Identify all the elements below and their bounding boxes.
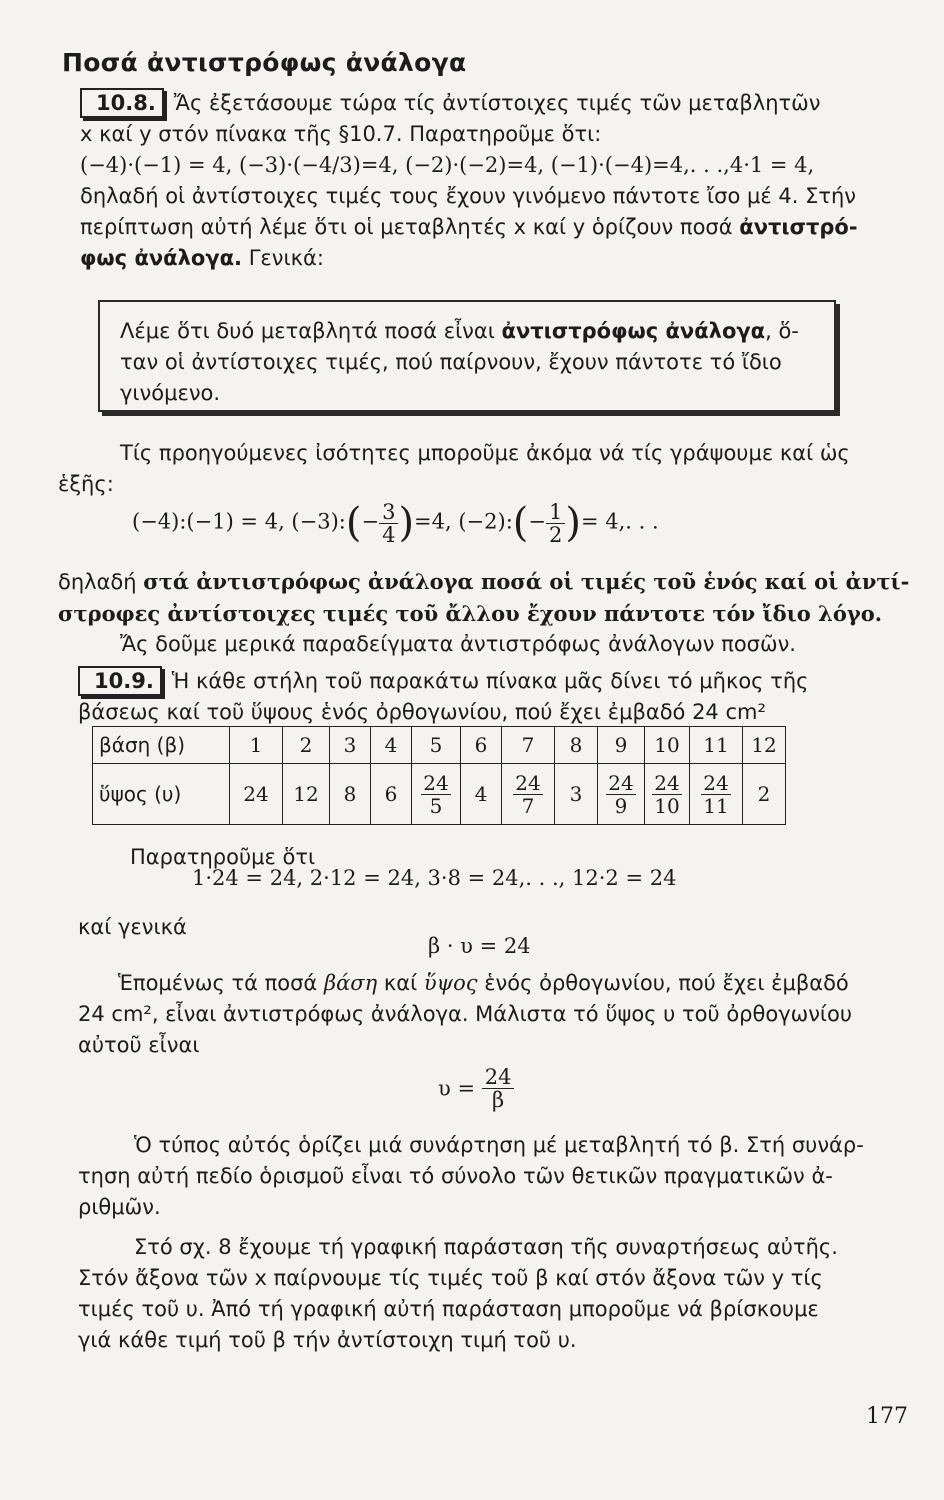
- height-cell: 4: [461, 764, 502, 825]
- minus-sign: −: [361, 509, 380, 534]
- paragraph-consequence: [78, 968, 880, 1061]
- numerator: 3: [379, 501, 398, 524]
- height-cell: [502, 764, 555, 825]
- base-cell: 9: [598, 727, 645, 764]
- base-height-table: [92, 726, 786, 825]
- denominator: β: [492, 1088, 505, 1112]
- height-fraction: [513, 772, 542, 817]
- text-line: καί: [377, 971, 424, 995]
- text-line: δηλαδή: [58, 570, 144, 594]
- text-line: Τίς προηγούμενες ἰσότητες μποροῦμε ἀκόμα νά τίς γράψουμε καί ὡς: [120, 441, 850, 465]
- height-fraction: [421, 772, 450, 817]
- definition-text: Λέμε ὅτι δυό μεταβλητά ποσά εἶναι: [120, 319, 502, 343]
- base-cell: 2: [283, 727, 330, 764]
- text-line: Ἄς ἐξετάσουμε τώρα τίς ἀντίστοιχες τιμές τῶν μεταβλητῶν: [173, 91, 821, 115]
- definition-text: ταν οἱ ἀντίστοιχες τιμές, πού παίρνουν, ἔχουν πάντοτε τό ἴδιο: [120, 350, 782, 374]
- text-line: Ἡ κάθε στήλη τοῦ παρακάτω πίνακα μᾶς δίνει τό μῆκος τῆς: [171, 669, 809, 693]
- height-fraction: [701, 772, 730, 817]
- fraction-24-beta: [482, 1066, 515, 1111]
- height-fraction: [652, 772, 681, 817]
- equation-part: = 4,. . .: [580, 509, 659, 534]
- denominator: 4: [382, 522, 396, 547]
- equation-part: =4, (−2):: [414, 509, 513, 534]
- height-cell: [645, 764, 690, 825]
- numerator: 1: [546, 501, 565, 524]
- bold-statement: στά ἀντιστρόφως ἀνάλογα ποσά οἱ τιμές τοῦ ἑνός καί οἱ ἀντί-: [143, 569, 910, 594]
- base-cell: 6: [461, 727, 502, 764]
- text-line: Παρατηροῦμε ὅτι: [130, 845, 316, 869]
- height-cell: 6: [371, 764, 412, 825]
- definition-box: [98, 300, 836, 412]
- text-line: καί γενικά: [78, 915, 187, 939]
- text-line: Γενικά:: [242, 246, 324, 270]
- text-line: ἑξῆς:: [58, 472, 114, 496]
- text-line: Ἄς δοῦμε μερικά παραδείγματα ἀντιστρόφως ἀνάλογων ποσῶν.: [120, 632, 796, 656]
- denominator: 5: [429, 793, 443, 818]
- height-fraction: [606, 772, 635, 817]
- minus-sign: −: [528, 509, 546, 534]
- height-cell: [412, 764, 461, 825]
- text-line: Ἑπομένως τά ποσά: [118, 971, 324, 995]
- height-cell: 12: [283, 764, 330, 825]
- height-cell: 2: [743, 764, 786, 825]
- numerator: 24: [654, 770, 680, 795]
- equation-part: υ =: [438, 1076, 482, 1101]
- numerator: 24: [423, 770, 449, 795]
- base-cell: 5: [412, 727, 461, 764]
- page-number: 177: [866, 1404, 908, 1429]
- table-row-base: [93, 727, 786, 764]
- equation-product-general: β · υ = 24: [428, 934, 531, 958]
- denominator: 2: [549, 522, 563, 547]
- paren: ): [398, 500, 415, 546]
- text-line: βάσεως καί τοῦ ὕψους ἑνός ὀρθογωνίου, πού ἔχει ἐμβαδό 24 cm²: [78, 700, 766, 724]
- height-cell: 3: [555, 764, 598, 825]
- paragraph-10-9: [78, 666, 878, 728]
- height-cell: 8: [330, 764, 371, 825]
- bold-term: φως ἀνάλογα.: [80, 246, 243, 270]
- text-line: Στόν ἄξονα τῶν x παίρνουμε τίς τιμές τοῦ β καί στόν ἄξονα τῶν y τίς: [78, 1266, 823, 1290]
- section-heading: Ποσά ἀντιστρόφως ἀνάλογα: [62, 48, 467, 77]
- italic-term: ὕψος: [423, 971, 478, 995]
- text-line: ριθμῶν.: [78, 1195, 161, 1219]
- row-label-height: ὕψος (υ): [93, 764, 230, 825]
- base-cell: 8: [555, 727, 598, 764]
- denominator: 7: [521, 793, 535, 818]
- denominator: 10: [654, 793, 680, 818]
- numerator: 24: [482, 1066, 515, 1089]
- row-label-base: βάση (β): [93, 727, 230, 764]
- text-line: γιά κάθε τιμή τοῦ β τήν ἀντίστοιχη τιμή τοῦ υ.: [78, 1328, 577, 1352]
- equation-ratios: [132, 500, 659, 558]
- paragraph-ratio-conclusion: [58, 566, 910, 660]
- bold-term: ἀντιστρό-: [739, 215, 858, 239]
- base-cell: 4: [371, 727, 412, 764]
- bold-statement: στροφες ἀντίστοιχες τιμές τοῦ ἄλλου ἔχουν πάντοτε τόν ἴδιο λόγο.: [58, 601, 883, 626]
- paragraph-function: [78, 1130, 880, 1223]
- fraction-3-4: [379, 501, 398, 546]
- paren: (: [345, 500, 362, 546]
- text-line: 24 cm², εἶναι ἀντιστρόφως ἀνάλογα. Μάλιστα τό ὕψος υ τοῦ ὀρθογωνίου: [78, 1002, 853, 1026]
- denominator: 11: [703, 793, 729, 818]
- base-cell: 10: [645, 727, 690, 764]
- equation-part: (−4):(−1) = 4, (−3):: [132, 509, 346, 534]
- italic-term: βάση: [323, 971, 378, 995]
- numerator: 24: [515, 770, 541, 795]
- paren: ): [565, 500, 581, 546]
- paragraph-10-8: [80, 88, 880, 274]
- text-line: ἑνός ὀρθογωνίου, πού ἔχει ἐμβαδό: [477, 971, 849, 995]
- fraction-1-2: [546, 501, 565, 546]
- base-cell: 12: [743, 727, 786, 764]
- definition-text: γινόμενο.: [120, 381, 221, 405]
- numerator: 24: [703, 770, 729, 795]
- denominator: 9: [614, 793, 628, 818]
- text-generally: [78, 912, 378, 943]
- base-cell: 3: [330, 727, 371, 764]
- paragraph-ratio: [58, 438, 880, 500]
- base-cell: 11: [690, 727, 743, 764]
- height-cell: 24: [230, 764, 283, 825]
- text-line: Στό σχ. 8 ἔχουμε τή γραφική παράσταση τῆς συναρτήσεως αὐτῆς.: [134, 1235, 838, 1259]
- definition-term: ἀντιστρόφως ἀνάλογα: [501, 319, 766, 343]
- text-line: x καί y στόν πίνακα τῆς §10.7. Παρατηροῦμε ὅτι:: [80, 122, 602, 146]
- text-line: αὐτοῦ εἶναι: [78, 1033, 200, 1057]
- base-cell: 1: [230, 727, 283, 764]
- equation-products: (−4)·(−1) = 4, (−3)·(−4/3)=4, (−2)·(−2)=4, (−1)·(−4)=4,. . .,4·1 = 4,: [80, 153, 815, 177]
- equation-height-formula: [438, 1066, 514, 1111]
- height-cell: [598, 764, 645, 825]
- text-line: τηση αὐτή πεδίο ὁρισμοῦ εἶναι τό σύνολο τῶν θετικῶν πραγματικῶν ἀ-: [78, 1164, 833, 1188]
- equation-products-2: 1·24 = 24, 2·12 = 24, 3·8 = 24,. . ., 12·2 = 24: [192, 866, 677, 890]
- paren: (: [512, 500, 529, 546]
- section-number-10-8: 10.8.: [80, 88, 164, 118]
- text-line: τιμές τοῦ υ. Ἀπό τή γραφική αὐτή παράσταση μποροῦμε νά βρίσκουμε: [78, 1297, 819, 1321]
- paragraph-graph: [78, 1232, 888, 1356]
- section-number-10-9: 10.9.: [78, 666, 162, 696]
- text-line: Ὁ τύπος αὐτός ὁρίζει μιά συνάρτηση μέ μεταβλητή τό β. Στή συνάρ-: [134, 1133, 864, 1157]
- height-cell: [690, 764, 743, 825]
- table-row-height: [93, 764, 786, 825]
- numerator: 24: [608, 770, 634, 795]
- text-line: δηλαδή οἱ ἀντίστοιχες τιμές τους ἔχουν γινόμενο πάντοτε ἴσο μέ 4. Στήν: [80, 184, 857, 208]
- text-line: περίπτωση αὐτή λέμε ὅτι οἱ μεταβλητές x καί y ὁρίζουν ποσά: [80, 215, 733, 239]
- base-cell: 7: [502, 727, 555, 764]
- definition-text: , ὅ-: [765, 319, 799, 343]
